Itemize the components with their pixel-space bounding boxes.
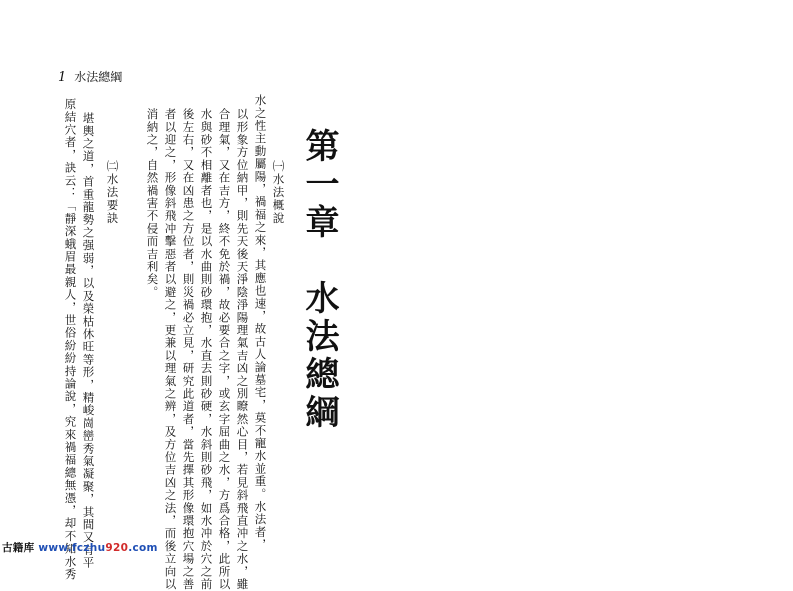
watermark-url-number: 920	[105, 542, 129, 554]
watermark-url-prefix: www.fczhu	[38, 542, 106, 554]
body-column: 水之性主動屬陽，禍福之來，其應也速，故古人論墓宅，莫不寵水並重。水法者，	[253, 94, 268, 552]
body-column: 者以迎之，形像斜飛冲擊惡者以避之，更兼以理氣之辨，及方位吉凶之法，而後立向以	[163, 108, 178, 591]
section-heading-secrets: ㈡水法要訣	[105, 160, 120, 225]
page-number: 1	[58, 70, 67, 85]
watermark-name: 古籍库	[2, 542, 35, 554]
chapter-title: 第一章 水法總綱	[299, 128, 339, 432]
section-heading-overview: ㈠水法概說	[271, 160, 286, 225]
body-column: 原結穴者，訣云：「靜深蛾眉最親人，世俗紛紛持論說，究來禍福總無憑，却不知水秀	[63, 98, 78, 581]
body-column: 合理氣，又在吉方，終不免於禍，故必要合之字，或玄字屈曲之水，方爲合格，此所以	[217, 108, 232, 591]
body-column: 消納之，自然禍害不侵而吉利矣。	[145, 108, 160, 299]
page-header	[58, 68, 122, 85]
body-column: 以形象方位納甲，則先天後天淨陰淨陽理氣吉凶之別瞭然心目，若見斜飛直冲之水，雖	[235, 108, 250, 591]
running-title: 水法總綱	[74, 70, 123, 84]
body-column: 堪輿之道，首重龍勢之强弱，以及榮枯休旺等形，精峻崗巒秀氣凝聚，其間又有平	[81, 112, 96, 570]
site-watermark	[2, 540, 158, 555]
body-column: 水與砂不相離者也，是以水曲則砂環抱，水直去則砂硬，水斜則砂飛，如水冲於穴之前	[199, 108, 214, 591]
body-column: 後左右，又在凶患之方位者，則災禍必立見，研究此道者，當先擇其形像環抱穴場之善	[181, 108, 196, 591]
watermark-url-suffix: .com	[128, 542, 158, 554]
